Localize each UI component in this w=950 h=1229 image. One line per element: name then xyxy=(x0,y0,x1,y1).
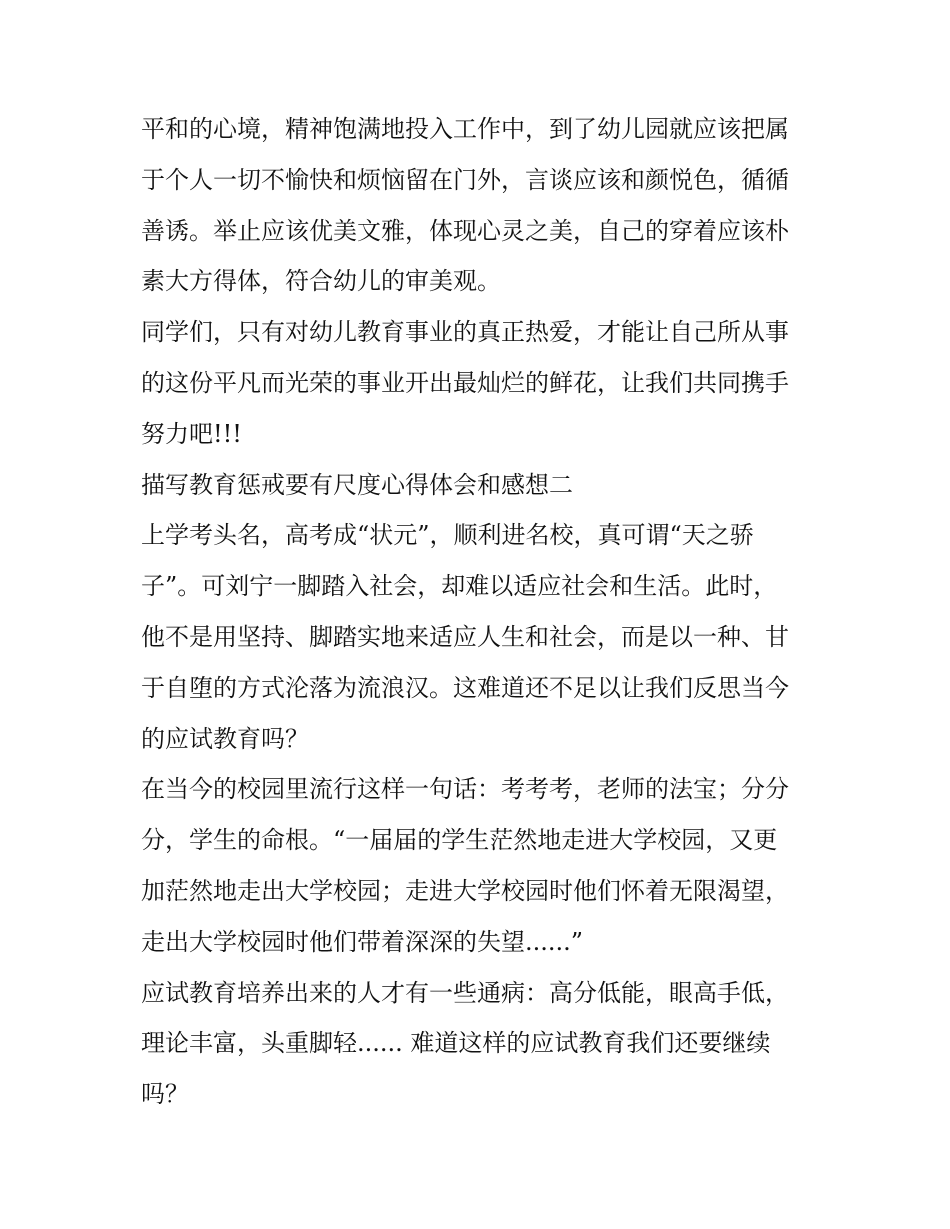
text-line: 应试教育培养出来的人才有一些通病：高分低能，眼高手低， xyxy=(141,978,789,1007)
text-line: 上学考头名，高考成“状元”，顺利进名校，真可谓“天之骄 xyxy=(141,521,754,550)
text-line: 的应试教育吗？ xyxy=(141,724,309,753)
text-line: 善诱。举止应该优美文雅，体现心灵之美，自己的穿着应该朴 xyxy=(141,216,789,245)
text-line: 加茫然地走出大学校园；走进大学校园时他们怀着无限渴望， xyxy=(141,876,789,905)
section-heading: 描写教育惩戒要有尺度心得体会和感想二 xyxy=(141,470,573,499)
text-line: 同学们，只有对幼儿教育事业的真正热爱，才能让自己所从事 xyxy=(141,318,789,347)
document-body xyxy=(141,104,821,1120)
text-line: 平和的心境，精神饱满地投入工作中，到了幼儿园就应该把属 xyxy=(141,115,789,143)
text-line: 分，学生的命根。“一届届的学生茫然地走进大学校园，又更 xyxy=(141,826,778,855)
text-line: 他不是用坚持、脚踏实地来适应人生和社会，而是以一种、甘 xyxy=(141,622,789,651)
text-line: 理论丰富，头重脚轻...... 难道这样的应试教育我们还要继续 xyxy=(141,1029,771,1058)
text-line: 在当今的校园里流行这样一句话：考考考，老师的法宝；分分 xyxy=(141,775,789,804)
text-line: 吗？ xyxy=(141,1080,189,1109)
text-line: 子”。可刘宁一脚踏入社会，却难以适应社会和生活。此时， xyxy=(141,572,778,601)
text-line: 于自堕的方式沦落为流浪汉。这难道还不足以让我们反思当今 xyxy=(141,673,789,702)
text-line: 走出大学校园时他们带着深深的失望......” xyxy=(141,927,584,956)
text-line: 素大方得体，符合幼儿的审美观。 xyxy=(141,267,501,296)
text-line: 的这份平凡而光荣的事业开出最灿烂的鲜花，让我们共同携手 xyxy=(141,368,789,397)
text-line: 努力吧!!! xyxy=(141,419,242,448)
text-line: 于个人一切不愉快和烦恼留在门外，言谈应该和颜悦色，循循 xyxy=(141,165,789,194)
